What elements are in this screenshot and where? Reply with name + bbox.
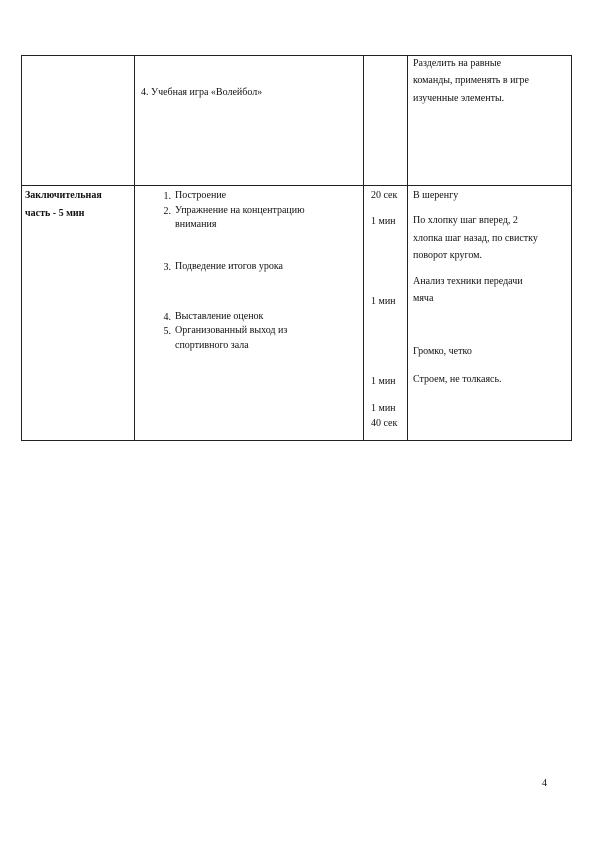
table-border-left [21,55,22,441]
note-line: поворот кругом. [413,250,482,261]
list-item-number: 5. [163,326,171,337]
instruction-line: изученные элементы. [413,93,505,104]
list-item-text: Упражнение на концентрацию [175,205,305,216]
list-item-text: Организованный выход из [175,325,288,336]
table-col-divider-2 [363,55,364,441]
time-value: 20 сек [371,190,398,201]
list-item-text: Выставление оценок [175,311,264,322]
table-border-right [571,55,572,441]
section-label-line: часть - 5 мин [25,208,85,219]
table-border-bottom [21,440,572,441]
instruction-line: Разделить на равные [413,58,502,69]
list-item-number: 4. [163,312,171,323]
note-line: хлопка шаг назад, по свистку [413,233,538,244]
time-value: 1 мин [371,376,396,387]
note-line: В шеренгу [413,190,459,201]
page-number: 4 [542,778,547,789]
note-line: Строем, не толкаясь. [413,374,502,385]
list-item-text: спортивного зала [175,340,249,351]
game-activity-title: 4. Учебная игра «Волейбол» [141,87,263,98]
time-value: 1 мин [371,296,396,307]
list-item-text: Подведение итогов урока [175,261,283,272]
list-item-text: Построение [175,190,227,201]
list-item-number: 1. [163,191,171,202]
list-item-text: внимания [175,219,217,230]
list-item-number: 2. [163,206,171,217]
table-col-divider-1 [134,55,135,441]
note-line: мяча [413,293,434,304]
list-item-number: 3. [163,262,171,273]
time-value: 1 мин [371,403,396,414]
note-line: По хлопку шаг вперед, 2 [413,215,518,226]
time-value: 1 мин [371,216,396,227]
note-line: Анализ техники передачи [413,276,523,287]
time-value: 40 сек [371,418,398,429]
table-row-divider [21,185,572,186]
section-label-line: Заключительная [25,190,102,201]
note-line: Громко, четко [413,346,472,357]
table-col-divider-3 [407,55,408,441]
instruction-line: команды, применять в игре [413,75,529,86]
